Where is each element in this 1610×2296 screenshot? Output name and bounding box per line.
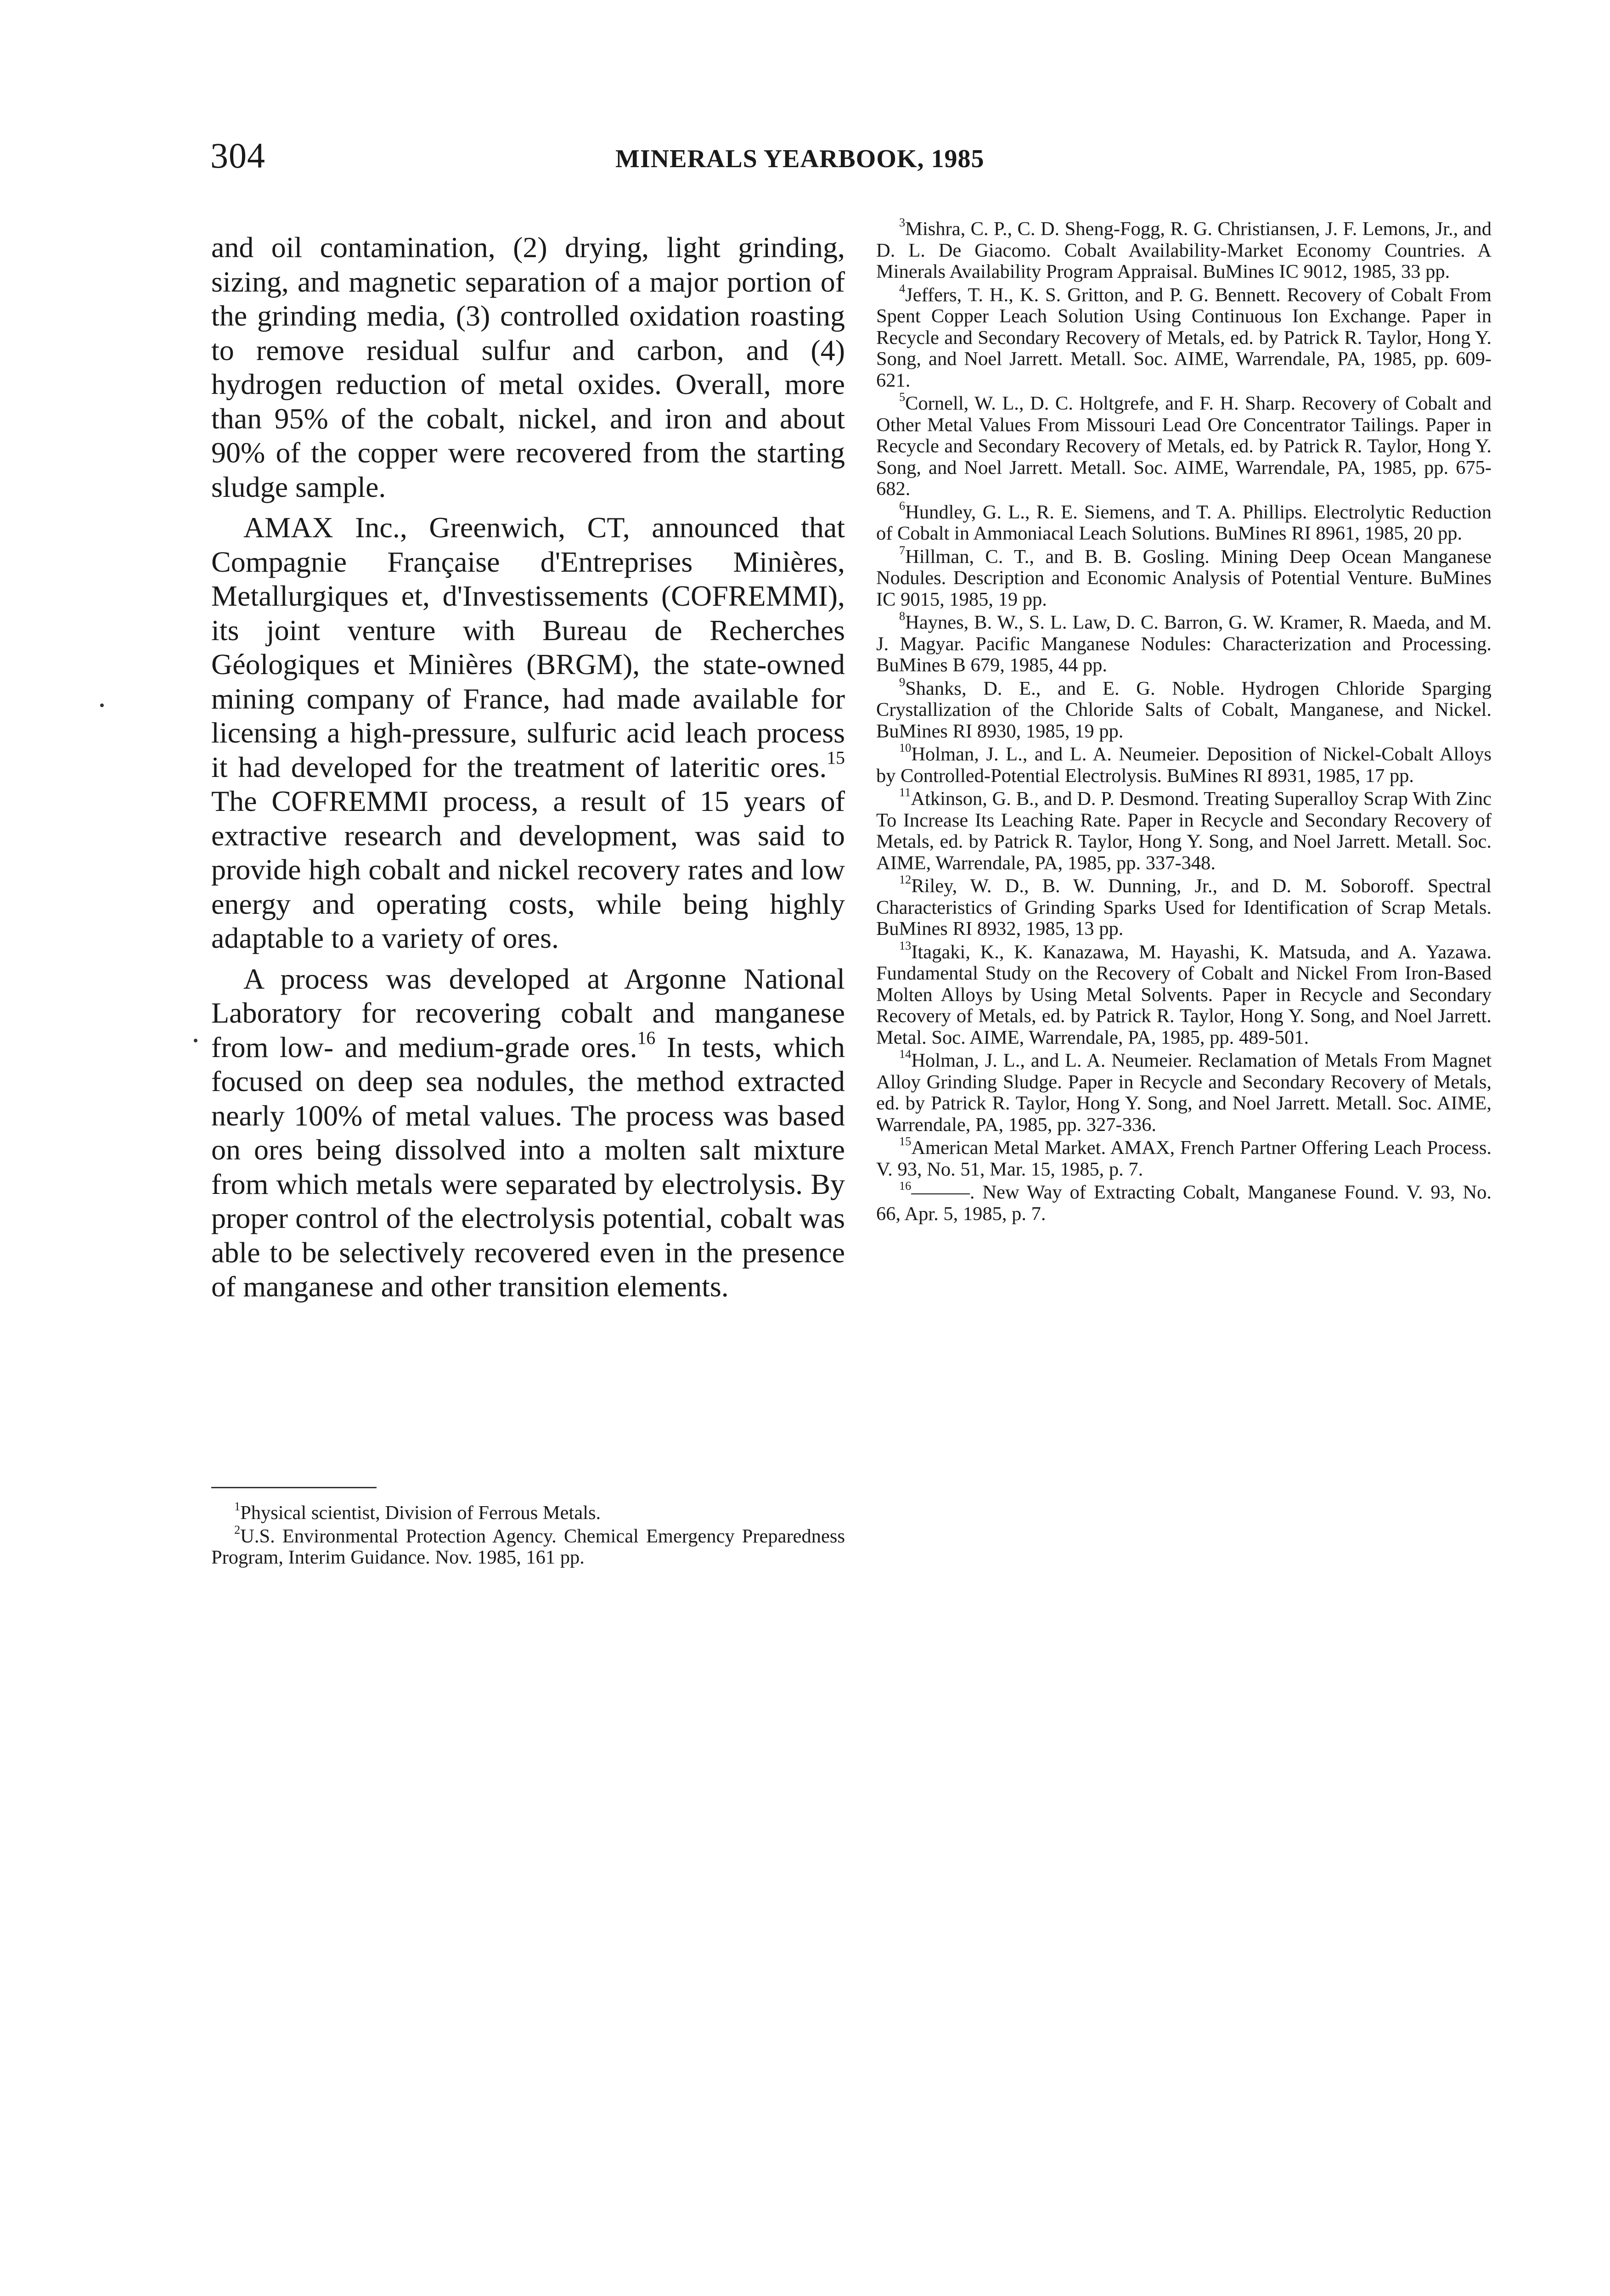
footnote-reference: 16 bbox=[637, 1027, 656, 1048]
footnote-number: 1 bbox=[234, 1500, 241, 1514]
footnote-text: Mishra, C. P., C. D. Sheng-Fogg, R. G. Christiansen, J. F. Lemons, Jr., and D. L. De Giacomo. Cobalt Availability-Market Economy Countries. A Minerals Availability Program Appraisal. BuMines IC 9012, 1985, 33 pp. bbox=[876, 218, 1492, 282]
footnote bbox=[876, 1179, 1492, 1225]
footnote bbox=[876, 1137, 1492, 1180]
footnote bbox=[876, 939, 1492, 1049]
footnote-number: 16 bbox=[899, 1179, 912, 1193]
footnote-text: Holman, J. L., and L. A. Neumeier. Reclamation of Metals From Magnet Alloy Grinding Sludge. Paper in Recycle and Secondary Recovery of Metals, ed. by Patrick R. Taylor, Hong Y. Song, and Noel Jarrett. Metall. Soc. AIME, Warrendale, PA, 1985, pp. 327-336. bbox=[876, 1050, 1492, 1136]
paragraph-text: AMAX Inc., Greenwich, CT, announced that Compagnie Française d'Entreprises Minières, Metallurgiques et, d'Investissements (COFREMMI), its joint venture with Bureau de Recherches Géologiques et Minières (BRGM), the state-owned mining company of France, had made available for licensing a high-pressure, sulfuric acid leach process it had developed for the treatment of lateritic ores. bbox=[211, 511, 845, 783]
footnote-text: Shanks, D. E., and E. G. Noble. Hydrogen Chloride Sparging Crystallization of the Chloride Salts of Cobalt, Manganese, and Nickel. BuMines RI 8930, 1985, 19 pp. bbox=[876, 677, 1492, 742]
footnote-text: Hundley, G. L., R. E. Siemens, and T. A. Phillips. Electrolytic Reduction of Cobalt in Ammoniacal Leach Solutions. BuMines RI 8961, 1985, 20 pp. bbox=[876, 501, 1492, 544]
footnote-text: ———. New Way of Extracting Cobalt, Manganese Found. V. 93, No. 66, Apr. 5, 1985, p. 7. bbox=[876, 1182, 1492, 1225]
footnote-text: Riley, W. D., B. W. Dunning, Jr., and D. M. Soboroff. Spectral Characteristics of Grinding Sparks Used for Identification of Scrap Metals. BuMines RI 8932, 1985, 13 pp. bbox=[876, 875, 1492, 940]
footnote-number: 5 bbox=[899, 390, 906, 404]
footnote-text: Holman, J. L., and L. A. Neumeier. Deposition of Nickel-Cobalt Alloys by Controlled-Potential Electrolysis. BuMines RI 8931, 1985, 17 pp. bbox=[876, 743, 1492, 787]
paragraph-text: and oil contamination, (2) drying, light grinding, sizing, and magnetic separation of a major portion of the grinding media, (3) controlled oxidation roasting to remove residual sulfur and carbon, and (4) hydrogen reduction of metal oxides. Overall, more than 95% of the cobalt, nickel, and iron and about 90% of the copper were recovered from the starting sludge sample. bbox=[211, 231, 845, 503]
footnote bbox=[876, 281, 1492, 392]
footnote bbox=[876, 390, 1492, 500]
footnote-text: Atkinson, G. B., and D. P. Desmond. Treating Superalloy Scrap With Zinc To Increase Its Leaching Rate. Paper in Recycle and Secondary Recovery of Metals, ed. by Patrick R. Taylor, Hong Y. Song, and Noel Jarrett. Metall. Soc. AIME, Warrendale, PA, 1985, pp. 337-348. bbox=[876, 788, 1492, 874]
footnote bbox=[876, 741, 1492, 787]
footnote bbox=[211, 1500, 845, 1524]
paragraph-text: The COFREMMI process, a result of 15 years of extractive research and development, was said to provide high cobalt and nickel recovery rates and low energy and operating costs, while being highly adaptable to a variety of ores. bbox=[211, 785, 845, 954]
footnote bbox=[876, 873, 1492, 940]
footnote-separator bbox=[211, 1487, 377, 1488]
footnote-text: U.S. Environmental Protection Agency. Chemical Emergency Preparedness Program, Interim Guidance. Nov. 1985, 161 pp. bbox=[211, 1525, 845, 1568]
footnote bbox=[876, 788, 1492, 874]
footnote-number: 11 bbox=[899, 786, 911, 799]
footnote-number: 10 bbox=[899, 741, 912, 755]
footnote-number: 14 bbox=[899, 1047, 912, 1061]
body-text-column bbox=[211, 231, 845, 1304]
footnote-text: Haynes, B. W., S. L. Law, D. C. Barron, G. W. Kramer, R. Maeda, and M. J. Magyar. Pacific Manganese Nodules: Characterization and Processing. BuMines B 679, 1985, 44 pp. bbox=[876, 612, 1492, 676]
footnote-number: 7 bbox=[899, 543, 906, 557]
footnote-text: Itagaki, K., K. Kanazawa, M. Hayashi, K. Matsuda, and A. Yazawa. Fundamental Study on the Recovery of Cobalt and Nickel From Iron-Based Molten Alloys by Using Metal Solvents. Paper in Recycle and Secondary Recovery of Metals, ed. by Patrick R. Taylor, Hong Y. Song, and Noel Jarrett. Metal. Soc. AIME, Warrendale, PA, 1985, pp. 489-501. bbox=[876, 941, 1492, 1048]
body-paragraph-3 bbox=[211, 962, 845, 1304]
footnote-text: American Metal Market. AMAX, French Partner Offering Leach Process. V. 93, No. 51, Mar. 15, 1985, p. 7. bbox=[876, 1137, 1492, 1180]
footnote-reference: 15 bbox=[827, 747, 845, 768]
footnotes-left bbox=[211, 1500, 845, 1569]
paragraph-text: In tests, which focused on deep sea nodules, the method extracted nearly 100% of metal values. The process was based on ores being dissolved into a molten salt mixture from which metals were separated by electrolysis. By proper control of the electrolysis potential, cobalt was able to be selectively recovered even in the presence of manganese and other transition elements. bbox=[211, 1030, 845, 1303]
paragraph-text: A process was developed at Argonne National Laboratory for recovering cobalt and manganese from low- and medium-grade ores. bbox=[211, 962, 845, 1064]
footnote-number: 8 bbox=[899, 609, 906, 623]
footnote bbox=[876, 1047, 1492, 1136]
footnote bbox=[211, 1523, 845, 1569]
body-paragraph-1 bbox=[211, 231, 845, 504]
body-paragraph-2 bbox=[211, 511, 845, 956]
margin-dot bbox=[194, 1039, 197, 1042]
footnote-number: 6 bbox=[899, 499, 906, 512]
footnote bbox=[876, 499, 1492, 545]
footnotes-right bbox=[876, 216, 1492, 1225]
footnote-number: 9 bbox=[899, 675, 906, 689]
footnote-number: 3 bbox=[899, 216, 906, 230]
footnote-text: Physical scientist, Division of Ferrous Metals. bbox=[240, 1502, 601, 1524]
footnote bbox=[876, 675, 1492, 743]
footnote-text: Jeffers, T. H., K. S. Gritton, and P. G. Bennett. Recovery of Cobalt From Spent Copper Leach Solution Using Continuous Ion Exchange. Paper in Recycle and Secondary Recovery of Metals, ed. by Patrick R. Taylor, Hong Y. Song, and Noel Jarrett. Metall. Soc. AIME, Warrendale, PA, 1985, pp. 609-621. bbox=[876, 284, 1492, 391]
footnote bbox=[876, 543, 1492, 611]
page-number: 304 bbox=[210, 135, 265, 175]
footnote-text: Cornell, W. L., D. C. Holtgrefe, and F. H. Sharp. Recovery of Cobalt and Other Metal Values From Missouri Lead Ore Concentrator Tailings. Paper in Recycle and Secondary Recovery of Metals, ed. by Patrick R. Taylor, Hong Y. Song, and Noel Jarrett. Metall. Soc. AIME, Warrendale, PA, 1985, pp. 675-682. bbox=[876, 393, 1492, 500]
footnote-number: 2 bbox=[234, 1523, 241, 1536]
footnote bbox=[876, 216, 1492, 283]
running-head: MINERALS YEARBOOK, 1985 bbox=[615, 145, 985, 173]
footnote-number: 15 bbox=[899, 1135, 912, 1148]
margin-dot bbox=[100, 703, 104, 707]
footnote-number: 13 bbox=[899, 939, 912, 952]
footnote-text: Hillman, C. T., and B. B. Gosling. Mining Deep Ocean Manganese Nodules. Description and Economic Analysis of Potential Venture. BuMines IC 9015, 1985, 19 pp. bbox=[876, 546, 1492, 610]
footnote bbox=[876, 609, 1492, 676]
footnote-number: 4 bbox=[899, 281, 906, 295]
footnote-number: 12 bbox=[899, 873, 912, 887]
